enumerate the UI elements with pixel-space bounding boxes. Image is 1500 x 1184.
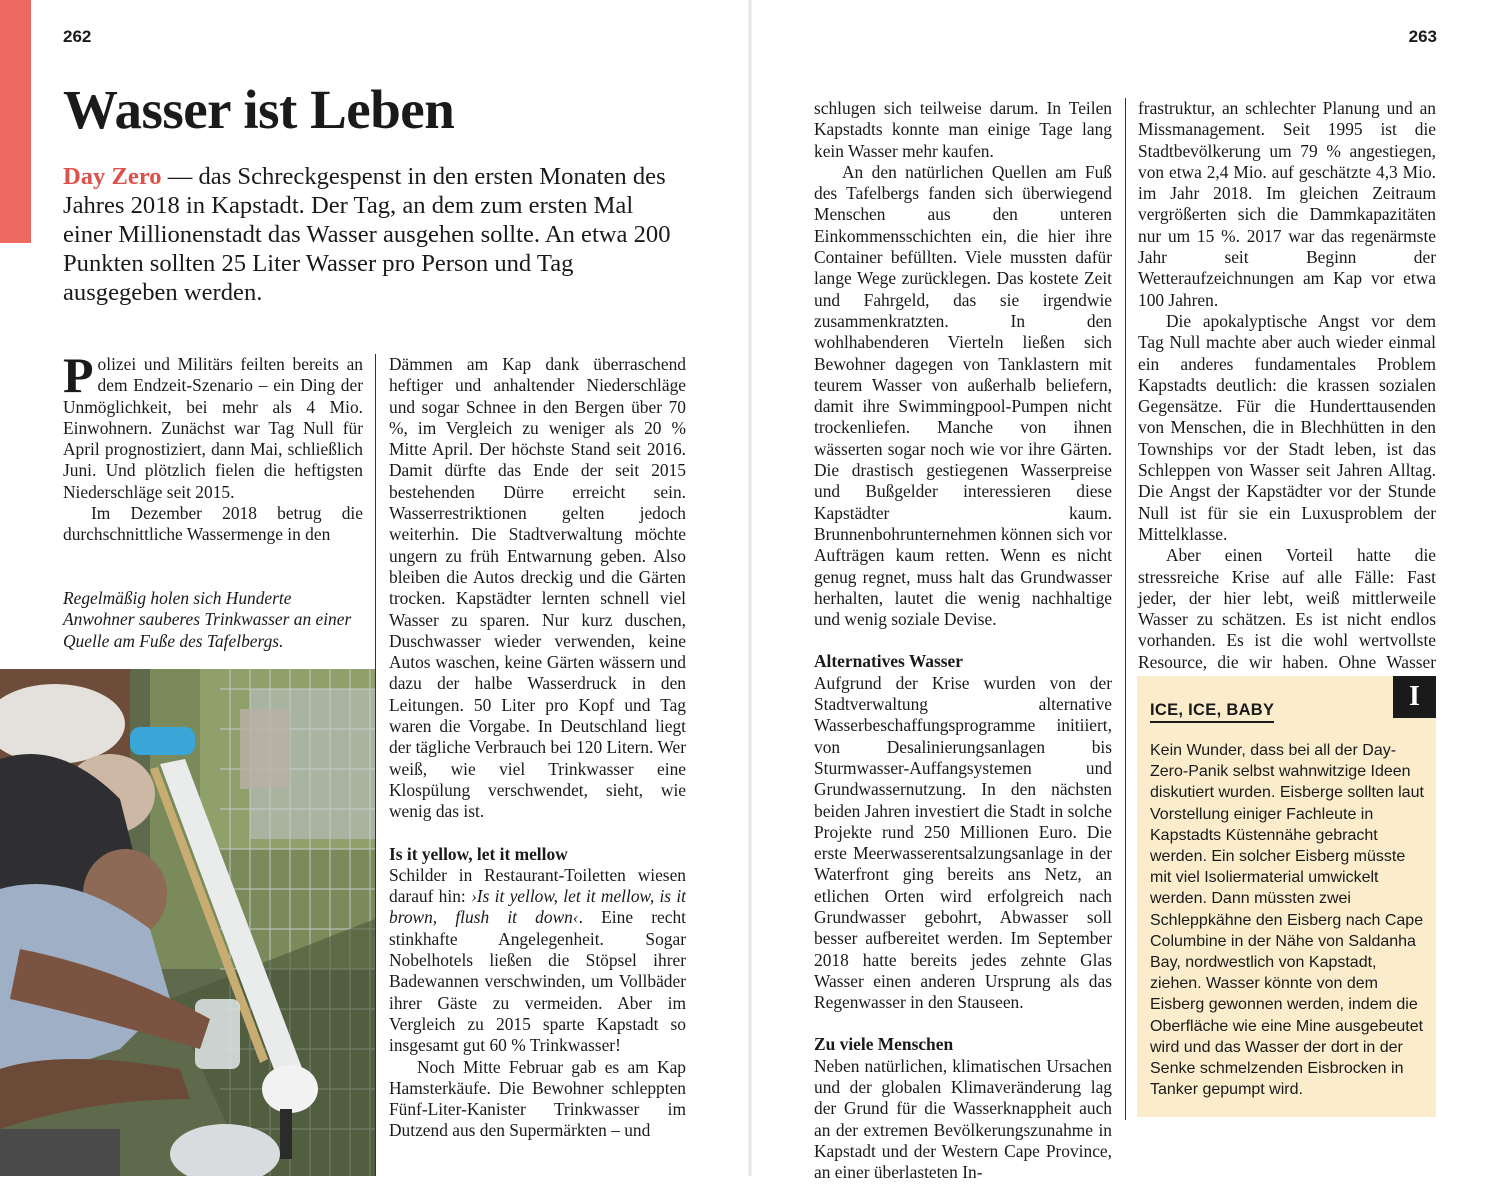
- col2-subheading-1: Is it yellow, let it mellow: [389, 843, 568, 864]
- column-rule-2: [1125, 98, 1126, 1120]
- intro-keyword: Day Zero: [63, 163, 162, 190]
- col4-paragraph-3: Aber einen Vorteil hatte die stressreiche Krise auf alle Fälle: Fast jeder, der hier lebt, weiß mittlerweile Wasser zu schätzen. Es ist nicht endlos vorhanden. Es ist die wohl wertvollste Resource, die wir haben. Ohne Wasser: [1138, 545, 1436, 694]
- info-box-title: ICE, ICE, BABY: [1150, 701, 1274, 723]
- drop-cap: P: [63, 347, 94, 403]
- col3-subheading-1: Alternatives Wasser: [814, 651, 963, 672]
- article-title: Wasser ist Leben: [63, 79, 455, 140]
- page-number-right: 263: [1408, 27, 1437, 46]
- col3-paragraph-2: An den natürlichen Quellen am Fuß des Tafelbergs fanden sich überwiegend Menschen aus den unteren Einkommensschichten ein, die hier ihre Container befüllten. Viele mussten dafür lange Wege zurücklegen. Das kostete Zeit und Fahrgeld, das sie irgendwie zusammenkratzten. In den wohlhabenderen Vierteln ließen sich Bewohner dagegen von Tanklastern mit teurem Wasser von außerhalb beliefern, damit ihre Swimmingpool-Pumpen nicht trockenliefen. Manche von ihnen wässerten sogar noch wie vor ihre Gärten. Die drastisch gestiegenen Wasserpreise und Bußgelder interessieren diese Kapstädter kaum. Brunnenbohrunternehmen können sich vor Aufträgen kaum retten. Wenn es nicht genug regnet, muss halt das Grundwasser herhalten, lautet die wenig nachhaltige und wenig soziale Devise.: [814, 161, 1112, 630]
- photo-caption: Regelmäßig holen sich Hunderte Anwohner sauberes Trinkwasser an einer Quelle am Fuße des Tafelbergs.: [63, 588, 352, 651]
- red-edge-bar: [0, 0, 31, 243]
- col4-paragraph-1: frastruktur, an schlechter Planung und an Missmanagement. Seit 1995 ist die Stadtbevölkerung um 79 % angestiegen, von etwa 2,4 Mio. auf geschätzte 4,3 Mio. im Jahr 2018. Im gleichen Zeitraum vergrößerten sich die Dammkapazitäten nur um 15 %. 2017 war das regenärmste Jahr seit Beginn der Wetteraufzeichnungen am Kap vor etwa 100 Jahren.: [1138, 98, 1436, 310]
- info-badge-icon: I: [1393, 676, 1436, 718]
- column-1: [63, 347, 363, 546]
- col2-paragraph-2: Schilder in Restaurant-Toiletten wiesen darauf hin: ›Is it yellow, let it mellow, is it brown, flush it down‹. Eine recht stinkhafte Angelegenheit. Sogar Nobelhotels ließen die Stöpsel ihrer Badewannen verschwinden, um Vollbäder ihrer Gäste zu vermeiden. Aber im Vergleich zu 2015 sparte Kapstadt so insgesamt gut 60 % Trinkwasser!: [389, 864, 686, 1056]
- col4-paragraph-2: Die apokalyptische Angst vor dem Tag Null machte aber auch wieder einmal ein anderes fundamentales Problem Kapstadts deutlich: die krassen sozialen Gegensätze. Für die Hunderttausenden von Menschen, die in Blechhütten in den Townships vor der Stadt leben, ist das Schleppen von Wasser seit Jahren Alltag. Die Angst der Kapstädter vor der Stunde Null ist für sie ein Luxusproblem der Mittelklasse.: [1138, 310, 1436, 544]
- intro-text: — das Schreckgespenst in den ersten Monaten des Jahres 2018 in Kapstadt. Der Tag, an dem zum ersten Mal einer Millionenstadt das Wasser ausgehen sollte. An etwa 200 Punkten sollten 25 Liter Wasser pro Person und Tag ausgegeben werden.: [63, 163, 671, 306]
- water-collection-photo: [0, 669, 375, 1176]
- column-rule-1: [375, 354, 376, 1176]
- col3-paragraph-3: Aufgrund der Krise wurden von der Stadtverwaltung alternative Wasserbeschaffungsprogramme initiiert, von Desalinierungsanlagen bis Sturmwasser-Auffangsystemen und Grundwassernutzung. In den nächsten beiden Jahren investiert die Stadt in solche Projekte rund 250 Millionen Euro. Die erste Meerwasserentsalzungsanlage in der Waterfront ging bereits ans Netz, an etlichen Orten wird erfolgreich nach Grundwasser gebohrt, Abwasser soll besser aufbereitet werden. Im September 2018 hatte bereits jedes zehnte Glas Wasser einen anderen Ursprung als das Regenwasser in den Stauseen.: [814, 672, 1112, 1013]
- column-3: [814, 98, 1112, 1184]
- column-2: [389, 354, 686, 1142]
- col3-paragraph-4: Neben natürlichen, klimatischen Ursachen und der globalen Klimaveränderung lag der Grund für die Wasserknappheit auch an der extremen Bevölkerungszunahme in Kapstadt und der Western Cape Province, an einer überlasteten In-: [814, 1055, 1112, 1183]
- col3-subheading-2: Zu viele Menschen: [814, 1034, 954, 1055]
- intro-paragraph: [63, 162, 683, 307]
- book-gutter: [748, 0, 752, 1176]
- col2-paragraph-1: Dämmen am Kap dank überraschend heftiger und anhaltender Niederschläge und sogar Schnee in den Bergen über 70 %, im Vergleich zu weniger als 20 % Mitte April. Der höchste Stand seit 2016. Damit dürfte das Ende der seit 2015 bestehenden Dürre erreicht sein. Wasserrestriktionen gelten jedoch weiterhin. Die Stadtverwaltung möchte ungern zu früh Entwarnung geben. Also bleiben die Autos dreckig und die Gärten trocken. Kapstädter lernten schnell viel Wasser zu sparen. Nur kurz duschen, Duschwasser wieder verwenden, keine Autos waschen, keine Gärten wässern und dazu der halbe Wasserdruck in den Leitungen. 50 Liter pro Kopf und Tag waren die Vorgabe. In Deutschland liegt der tägliche Verbrauch bei 120 Litern. Wer weiß, wie viel Trinkwasser eine Klospülung verschwendet, sieht, wie wenig das ist.: [389, 354, 686, 822]
- info-box: [1137, 676, 1436, 1117]
- col1-paragraph-1: olizei und Militärs feilten bereits an dem Endzeit-Szenario – ein Ding der Unmöglichkeit, bei mehr als 4 Mio. Einwohnern. Zunächst war Tag Null für April prognostiziert, dann Mai, schließlich Juni. Und plötzlich fielen die heftigsten Niederschläge seit 2015.: [63, 354, 363, 502]
- page-number-left: 262: [63, 27, 92, 46]
- info-box-text: Kein Wunder, dass bei all der Day-Zero-Panik selbst wahnwitzige Ideen diskutiert wurden. Eisberge sollten laut Vorstellung einiger Fachleute in Kapstadts Küstennähe gebracht werden. Ein solcher Eisberg müsste mit viel Isoliermaterial umwickelt werden. Dann müssten zwei Schleppkähne den Eisberg nach Cape Columbine in der Nähe von Saldanha Bay, nordwestlich von Kapstadt, ziehen. Wasser könnte von dem Eisberg gewonnen werden, indem die Oberfläche wie eine Mine ausgebeutet wird und das Wasser der dort in der Senke schmelzenden Eisbrocken in Tanker gepumpt wird.: [1150, 742, 1424, 1099]
- col3-paragraph-1: schlugen sich teilweise darum. In Teilen Kapstadts konnte man einige Tage lang kein Wasser mehr kaufen.: [814, 98, 1112, 161]
- col1-paragraph-2: Im Dezember 2018 betrug die durchschnittliche Wassermenge in den: [63, 503, 363, 545]
- column-4: [1138, 98, 1436, 694]
- col2-paragraph-3: Noch Mitte Februar gab es am Kap Hamsterkäufe. Die Bewohner schleppten Fünf-Liter-Kanister Trinkwasser im Dutzend aus den Supermärkten – und: [389, 1056, 686, 1141]
- toilet-sign-quote: ›Is it yellow, let it mellow, is it brown, flush it down‹: [389, 886, 686, 928]
